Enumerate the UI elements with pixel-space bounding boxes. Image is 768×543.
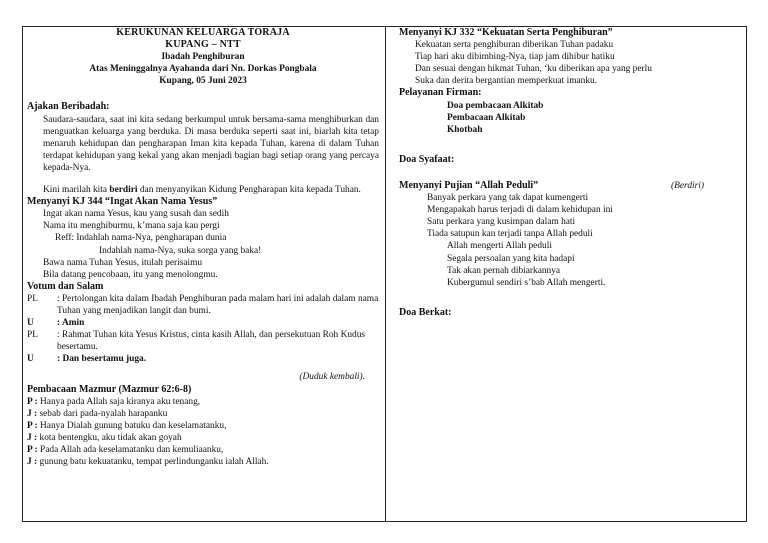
pujian-heading: Menyanyi Pujian “Allah Peduli” — [399, 179, 539, 191]
kj332-line: Tiap hari aku dibimbing-Nya, tiap jam dihibur hatiku — [415, 52, 615, 63]
mazmur-line: P : Hanya Dialah gunung batuku dan keselamatanku, — [27, 420, 227, 431]
pujian-line: Banyak perkara yang tak dapat kumengerti — [427, 193, 589, 204]
votum-row: U : Dan besertamu juga. — [27, 354, 147, 365]
mazmur-line: P : Hanya pada Allah saja kiranya aku tenang, — [27, 396, 201, 407]
header-line-1: KERUKUNAN KELUARGA TORAJA — [116, 27, 290, 38]
kj344-line: Bawa nama Tuhan Yesus, itulah perisaimu — [43, 257, 203, 268]
duduk-note: (Duduk kembali). — [299, 372, 365, 383]
pujian-line: Satu perkara yang kusimpan dalam hati — [427, 217, 576, 228]
kj344-line: Ingat akan nama Yesus, kau yang susah dan sedih — [43, 209, 229, 220]
ajakan-paragraph-1: Saudara-saudara, saat ini kita sedang berkumpul untuk bersama-sama menghiburkan dan menguatkan keluarga yang berduka. Di masa berduka seperti saat ini, biarlah kita tetap menaruh kehidupan dan pengharapan Iman kita kepada Tuhan, karena di dalam Tuhan terdapat kehidupan yang kekal yang akan menjadi bagian bagi setiap orang yang percaya kepada-Nya. — [43, 114, 379, 173]
firman-heading: Pelayanan Firman: — [399, 87, 482, 99]
pujian-heading-row — [399, 180, 744, 192]
liturgy-sheet — [22, 26, 747, 522]
kj332-line: Kekuatan serta penghiburan diberikan Tuhan padaku — [415, 40, 614, 51]
pujian-line: Segala persoalan yang kita hadapi — [447, 253, 575, 264]
kj344-line: Indahlah nama-Nya, suka sorga yang baka! — [99, 245, 262, 256]
column-divider — [385, 27, 386, 521]
kj332-line: Dan sesuai dengan hikmat Tuhan, ‘ku diberikan apa yang perlu — [415, 64, 652, 75]
header-line-4: Atas Meninggalnya Ayahanda dari Nn. Dorkas Pongbala — [89, 64, 317, 75]
berdiri-note: (Berdiri) — [671, 180, 704, 191]
syafaat-heading: Doa Syafaat: — [399, 153, 455, 165]
kj344-line: Nama itu menghiburmu, k’mana saja kau pergi — [43, 221, 220, 232]
kj344-line: Bila datang pencobaan, itu yang menolongmu. — [43, 269, 218, 280]
ajakan-heading: Ajakan Beribadah: — [27, 101, 110, 113]
mazmur-line: P : Pada Allah ada keselamatanku dan kemuliaanku, — [27, 445, 224, 455]
pujian-line: Allah mengerti Allah peduli — [447, 241, 552, 252]
ajakan-paragraph-2: Kini marilah kita berdiri dan menyanyikan Kidung Pengharapan kita kepada Tuhan. — [43, 185, 361, 196]
votum-row: PL : Pertolongan kita dalam Ibadah Penghiburan pada malam hari ini adalah dalam nama Tuhan yang menjadikan langit dan bumi. — [27, 293, 379, 316]
left-column — [27, 27, 379, 468]
kj332-line: Suka dan derita bergantian memperkuat imanku. — [415, 76, 598, 87]
header-date: Kupang, 05 Juni 2023 — [159, 76, 247, 87]
firman-item: Pembacaan Alkitab — [447, 112, 526, 123]
mazmur-line: J : sebab dari pada-nyalah harapanku — [27, 408, 168, 419]
header-line-2: KUPANG – NTT — [165, 39, 241, 51]
pujian-line: Mengapakah harus terjadi di dalam kehidupan ini — [427, 205, 613, 216]
mazmur-line: J : kota bentengku, aku tidak akan goyah — [27, 432, 182, 443]
firman-item: Khotbah — [447, 124, 483, 135]
votum-heading: Votum dan Salam — [27, 280, 104, 292]
kj332-heading: Menyanyi KJ 332 “Kekuatan Serta Penghiburan” — [399, 27, 613, 38]
pujian-line: Kubergumul sendiri s’bab Allah mengerti. — [447, 277, 606, 288]
kj344-heading: Menyanyi KJ 344 “Ingat Akan Nama Yesus” — [27, 196, 218, 208]
votum-row: U : Amin — [27, 318, 85, 329]
firman-item: Doa pembacaan Alkitab — [447, 100, 544, 111]
berkat-heading: Doa Berkat: — [399, 306, 452, 318]
pujian-line: Tak akan pernah dibiarkannya — [447, 265, 561, 276]
votum-row: PL : Rahmat Tuhan kita Yesus Kristus, cinta kasih Allah, dan persekutuan Roh Kudus besertamu. — [27, 330, 366, 353]
mazmur-line: J : gunung batu kekuatanku, tempat perlindunganku ialah Allah. — [27, 457, 269, 468]
header-line-3: Ibadah Penghiburan — [161, 52, 245, 63]
pujian-line: Tiada satupun kan terjadi tanpa Allah peduli — [427, 229, 593, 240]
mazmur-heading: Pembacaan Mazmur (Mazmur 62:6-8) — [27, 383, 192, 395]
right-column — [399, 27, 744, 319]
kj344-line: Reff: Indahlah nama-Nya, pengharapan dunia — [55, 233, 227, 244]
